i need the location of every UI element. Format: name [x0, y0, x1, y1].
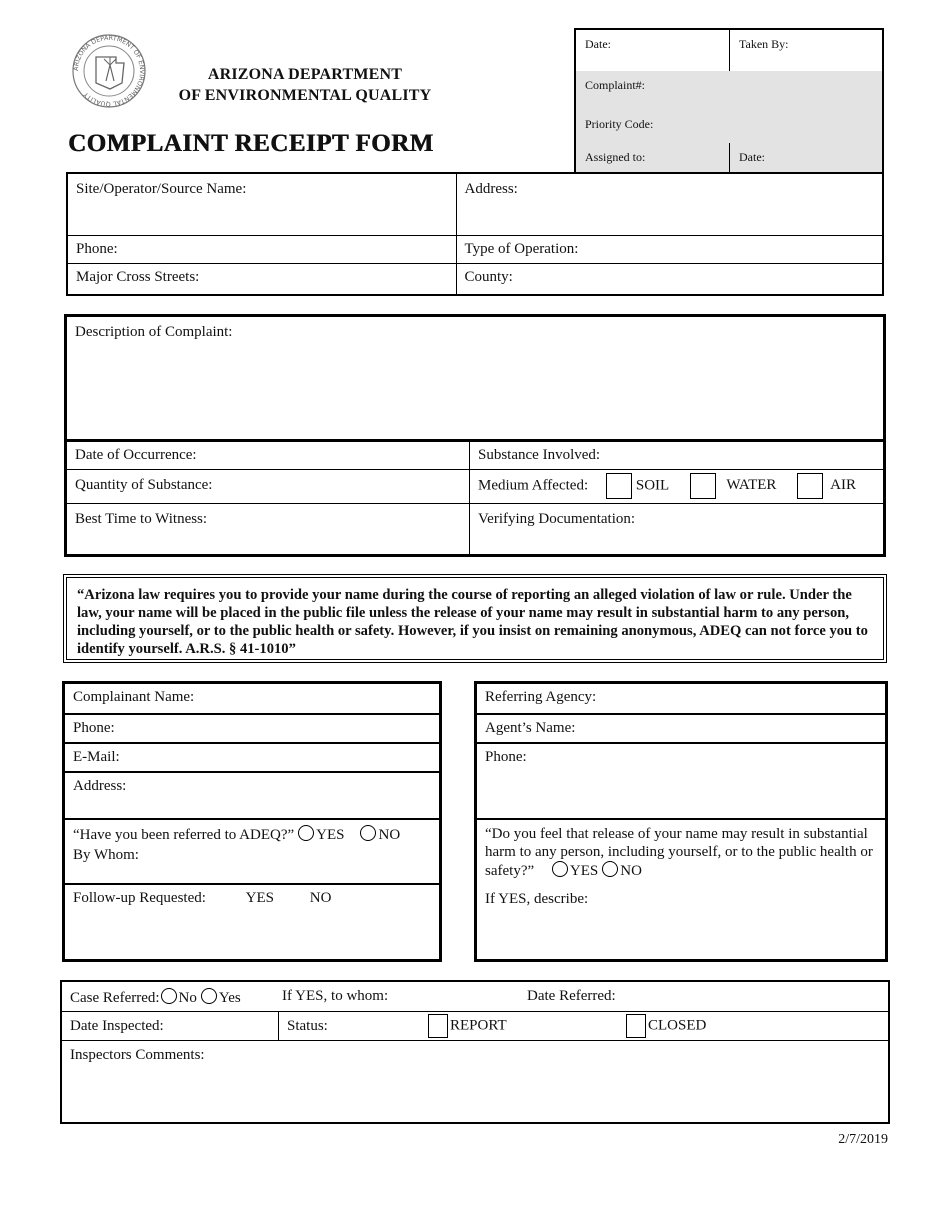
harm-description-field[interactable]: If YES, describe: [485, 891, 589, 907]
date-referred-field[interactable]: Date Referred: [527, 988, 616, 1004]
complainant-address-field[interactable]: Address: [65, 773, 439, 820]
complaint-description-field[interactable]: Description of Complaint: [66, 316, 885, 441]
referred-question-label: “Have you been referred to ADEQ?” [73, 827, 295, 843]
agency-name: ARIZONA DEPARTMENT OF ENVIRONMENTAL QUALITY [178, 66, 432, 104]
medium-affected-label: Medium Affected: [478, 477, 589, 494]
status-label: Status: [287, 1018, 328, 1034]
occurrence-date-field[interactable]: Date of Occurrence: [66, 441, 470, 470]
water-checkbox[interactable] [690, 473, 716, 499]
case-referred-label: Case Referred: [70, 990, 160, 1006]
svg-text:ARIZONA DEPARTMENT OF ENVIRONM: ARIZONA DEPARTMENT OF ENVIRONMENTAL QUALITY [71, 33, 147, 109]
harm-question-label: “Do you feel that release of your name may result in substantial harm to any person, including yourself, or to the public health or safety?” [485, 826, 873, 879]
soil-label: SOIL [635, 477, 669, 494]
site-name-field[interactable]: Site/Operator/Source Name: [67, 173, 456, 235]
harm-question-group [477, 820, 885, 959]
complaint-details-table [64, 314, 886, 557]
closed-checkbox[interactable] [626, 1014, 646, 1038]
case-referred-no-label: No [178, 990, 197, 1006]
water-label: WATER [726, 477, 777, 494]
notice-text: “Arizona law requires you to provide your name during the course of reporting an alleged violation of law or rule. Under the law, your name will be placed in the public file unless the release of your name may result in substantial harm to any person, including yourself, or to the public health or safety. However, if you insist on remaining anonymous, ADEQ can not force you to identify yourself. A.R.S. § 41-1010” [66, 577, 884, 660]
inspection-section [60, 980, 890, 1124]
date-inspected-field[interactable]: Date Inspected: [62, 1012, 279, 1041]
assigned-date-field[interactable]: Date: [739, 150, 765, 164]
harm-yes-radio[interactable] [552, 861, 568, 877]
county-field[interactable]: County: [456, 263, 883, 295]
harm-no-radio[interactable] [602, 861, 618, 877]
inspection-status-row [62, 1012, 888, 1041]
complaint-number-field[interactable]: Complaint#: [585, 78, 645, 92]
harm-no-label: NO [620, 863, 642, 879]
assigned-to-field[interactable]: Assigned to: [576, 143, 730, 174]
adeq-seal-logo [66, 33, 152, 109]
report-checkbox[interactable] [428, 1014, 448, 1038]
referred-yes-radio[interactable] [298, 825, 314, 841]
case-referred-yes-label: Yes [218, 990, 241, 1006]
verifying-docs-field[interactable]: Verifying Documentation: [470, 504, 885, 556]
referral-phone-field[interactable]: Phone: [477, 744, 885, 820]
priority-code-field[interactable]: Priority Code: [585, 117, 654, 131]
referred-no-label: NO [378, 827, 401, 843]
revision-date: 2/7/2019 [838, 1132, 888, 1147]
medium-affected-field [470, 470, 885, 504]
referral-panel [474, 681, 888, 962]
referred-no-radio[interactable] [360, 825, 376, 841]
office-date-field[interactable]: Date: [576, 30, 730, 71]
referring-agency-field[interactable]: Referring Agency: [477, 684, 885, 715]
site-address-field[interactable]: Address: [456, 173, 883, 235]
complainant-panel [62, 681, 442, 962]
best-time-field[interactable]: Best Time to Witness: [66, 504, 470, 556]
report-label: REPORT [450, 1017, 507, 1034]
form-title: COMPLAINT RECEIPT FORM [68, 130, 434, 157]
substance-involved-field[interactable]: Substance Involved: [470, 441, 885, 470]
referral-status-row [62, 982, 888, 1012]
operation-type-field[interactable]: Type of Operation: [456, 235, 883, 263]
agent-name-field[interactable]: Agent’s Name: [477, 715, 885, 744]
cross-streets-field[interactable]: Major Cross Streets: [67, 263, 456, 295]
followup-no-option[interactable]: NO [309, 890, 332, 906]
followup-label: Follow-up Requested: [73, 890, 206, 906]
case-referred-no-radio[interactable] [161, 988, 177, 1004]
referred-question-group [65, 820, 439, 885]
case-referred-yes-radio[interactable] [201, 988, 217, 1004]
soil-checkbox[interactable] [606, 473, 632, 499]
substance-quantity-field[interactable]: Quantity of Substance: [66, 470, 470, 504]
office-use-box [574, 28, 884, 174]
taken-by-field[interactable]: Taken By: [739, 37, 789, 51]
anonymity-notice [63, 574, 887, 663]
site-phone-field[interactable]: Phone: [67, 235, 456, 263]
followup-yes-option[interactable]: YES [245, 890, 274, 906]
air-label: AIR [830, 477, 856, 494]
complainant-email-field[interactable]: E-Mail: [65, 744, 439, 773]
inspector-comments-field[interactable]: Inspectors Comments: [70, 1047, 205, 1063]
followup-group [65, 885, 439, 959]
site-info-table [66, 172, 884, 296]
harm-yes-label: YES [569, 863, 599, 879]
referred-yes-label: YES [316, 827, 345, 843]
by-whom-field[interactable]: By Whom: [73, 847, 139, 863]
closed-label: CLOSED [648, 1017, 707, 1034]
complainant-name-field[interactable]: Complainant Name: [65, 684, 439, 715]
referred-to-whom-field[interactable]: If YES, to whom: [282, 988, 389, 1004]
air-checkbox[interactable] [797, 473, 823, 499]
complainant-phone-field[interactable]: Phone: [65, 715, 439, 744]
